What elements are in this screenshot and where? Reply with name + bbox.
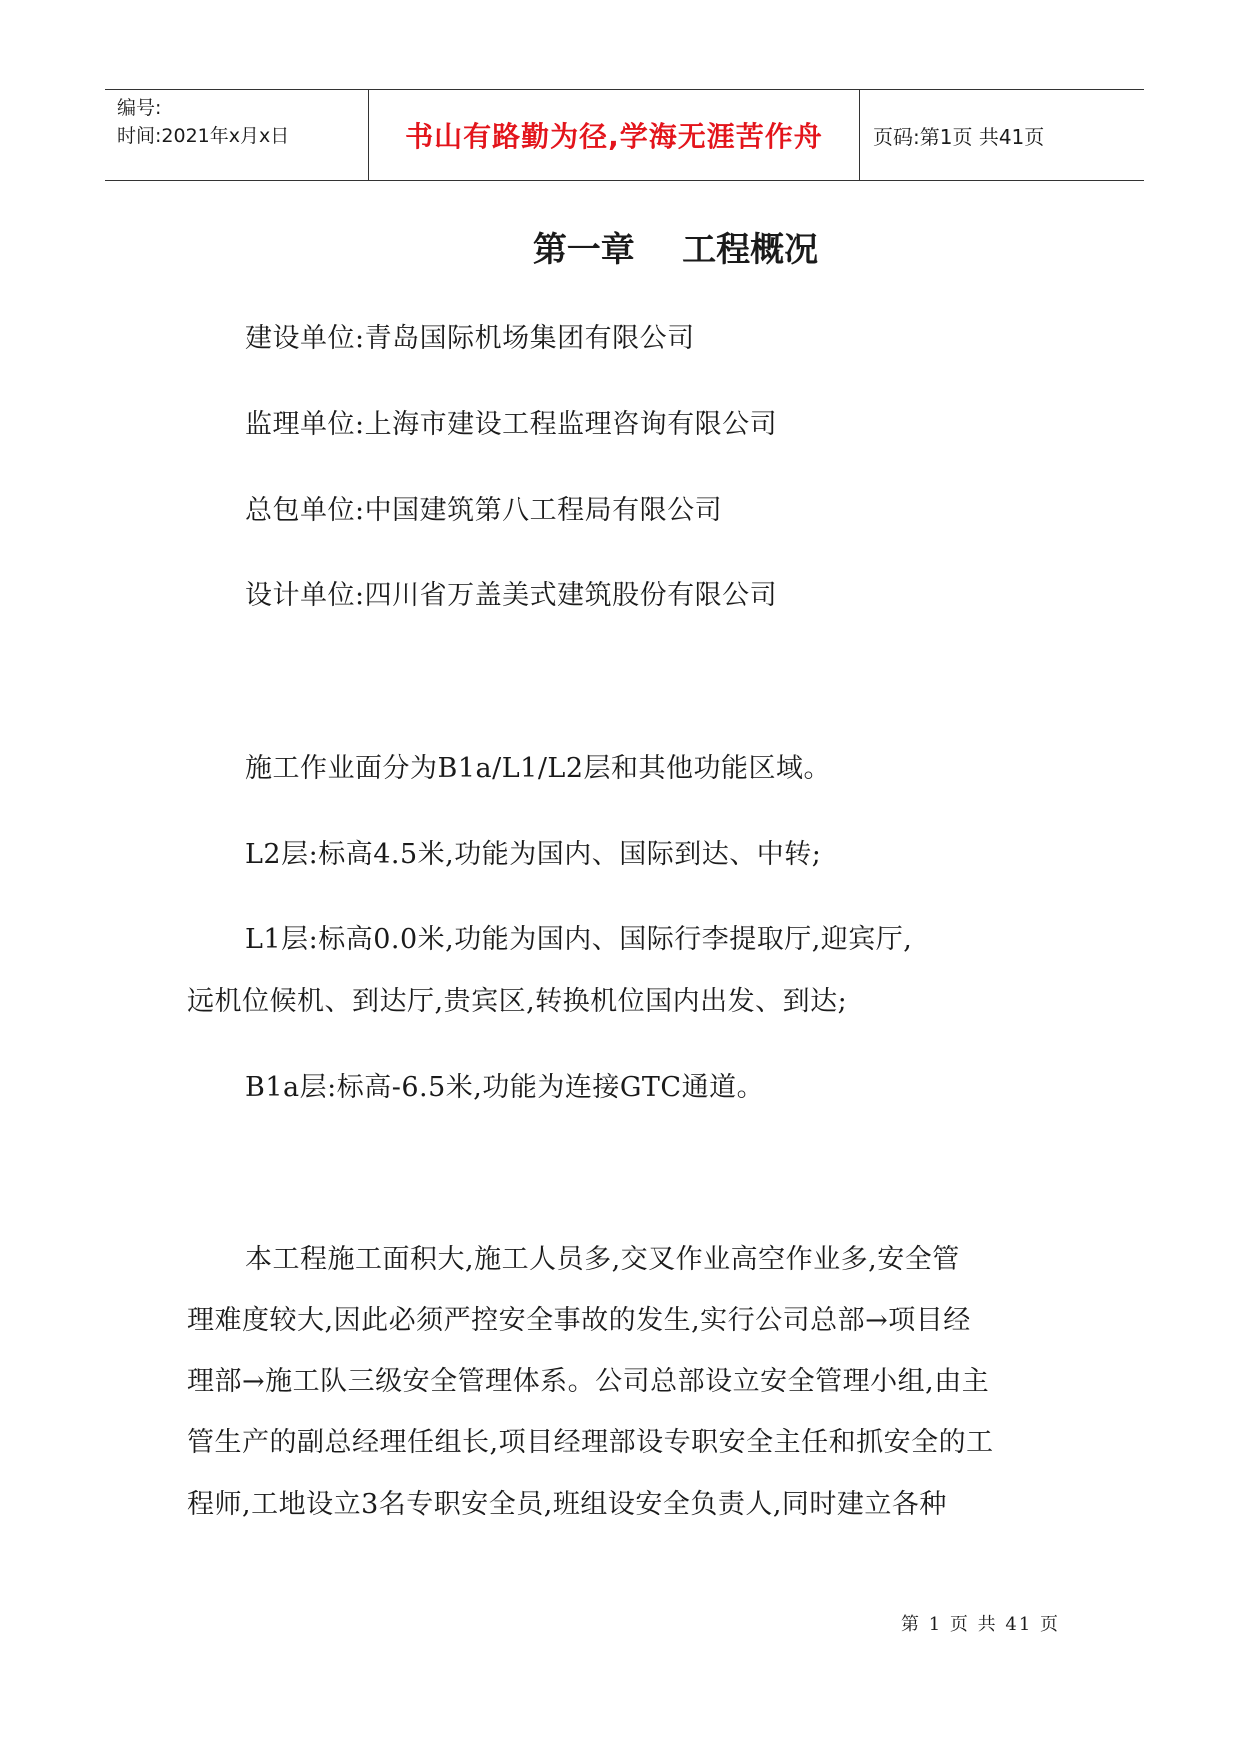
floors-intro: 施工作业面分为B1a/L1/L2层和其他功能区域。: [245, 753, 832, 784]
header-info-cell: [105, 90, 369, 180]
unit-supervision: 监理单位:上海市建设工程监理咨询有限公司: [245, 409, 778, 440]
document-time-label: 时间:2021年x月x日: [117, 125, 290, 147]
floor-l1-line2: 远机位候机、到达厅,贵宾区,转换机位国内出发、到达;: [187, 986, 848, 1017]
page-footer: 第 1 页 共 41 页: [901, 1614, 1060, 1635]
safety-paragraph-line: 理难度较大,因此必须严控安全事故的发生,实行公司总部→项目经: [187, 1305, 971, 1336]
safety-paragraph-line: 理部→施工队三级安全管理体系。公司总部设立安全管理小组,由主: [187, 1366, 990, 1397]
floor-l1-line1: L1层:标高0.0米,功能为国内、国际行李提取厅,迎宾厅,: [245, 924, 913, 955]
header-motto: 书山有路勤为径,学海无涯苦作舟: [369, 90, 860, 180]
floor-l2: L2层:标高4.5米,功能为国内、国际到达、中转;: [245, 839, 822, 870]
unit-construction: 建设单位:青岛国际机场集团有限公司: [245, 323, 695, 354]
header-page-number: 页码:第1页 共41页: [873, 124, 1045, 149]
unit-general-contractor: 总包单位:中国建筑第八工程局有限公司: [245, 495, 723, 526]
safety-paragraph-line: 管生产的副总经理任组长,项目经理部设专职安全主任和抓安全的工: [187, 1427, 994, 1458]
document-number-label: 编号:: [117, 97, 162, 119]
safety-paragraph-line: 本工程施工面积大,施工人员多,交叉作业高空作业多,安全管: [245, 1244, 960, 1275]
safety-paragraph-line: 程师,工地设立3名专职安全员,班组设安全负责人,同时建立各种: [187, 1489, 947, 1520]
unit-design: 设计单位:四川省万盖美式建筑股份有限公司: [245, 580, 778, 611]
page-header: [105, 89, 1144, 181]
floor-b1a: B1a层:标高-6.5米,功能为连接GTC通道。: [245, 1072, 765, 1103]
chapter-title: 第一章 工程概况: [532, 230, 819, 270]
